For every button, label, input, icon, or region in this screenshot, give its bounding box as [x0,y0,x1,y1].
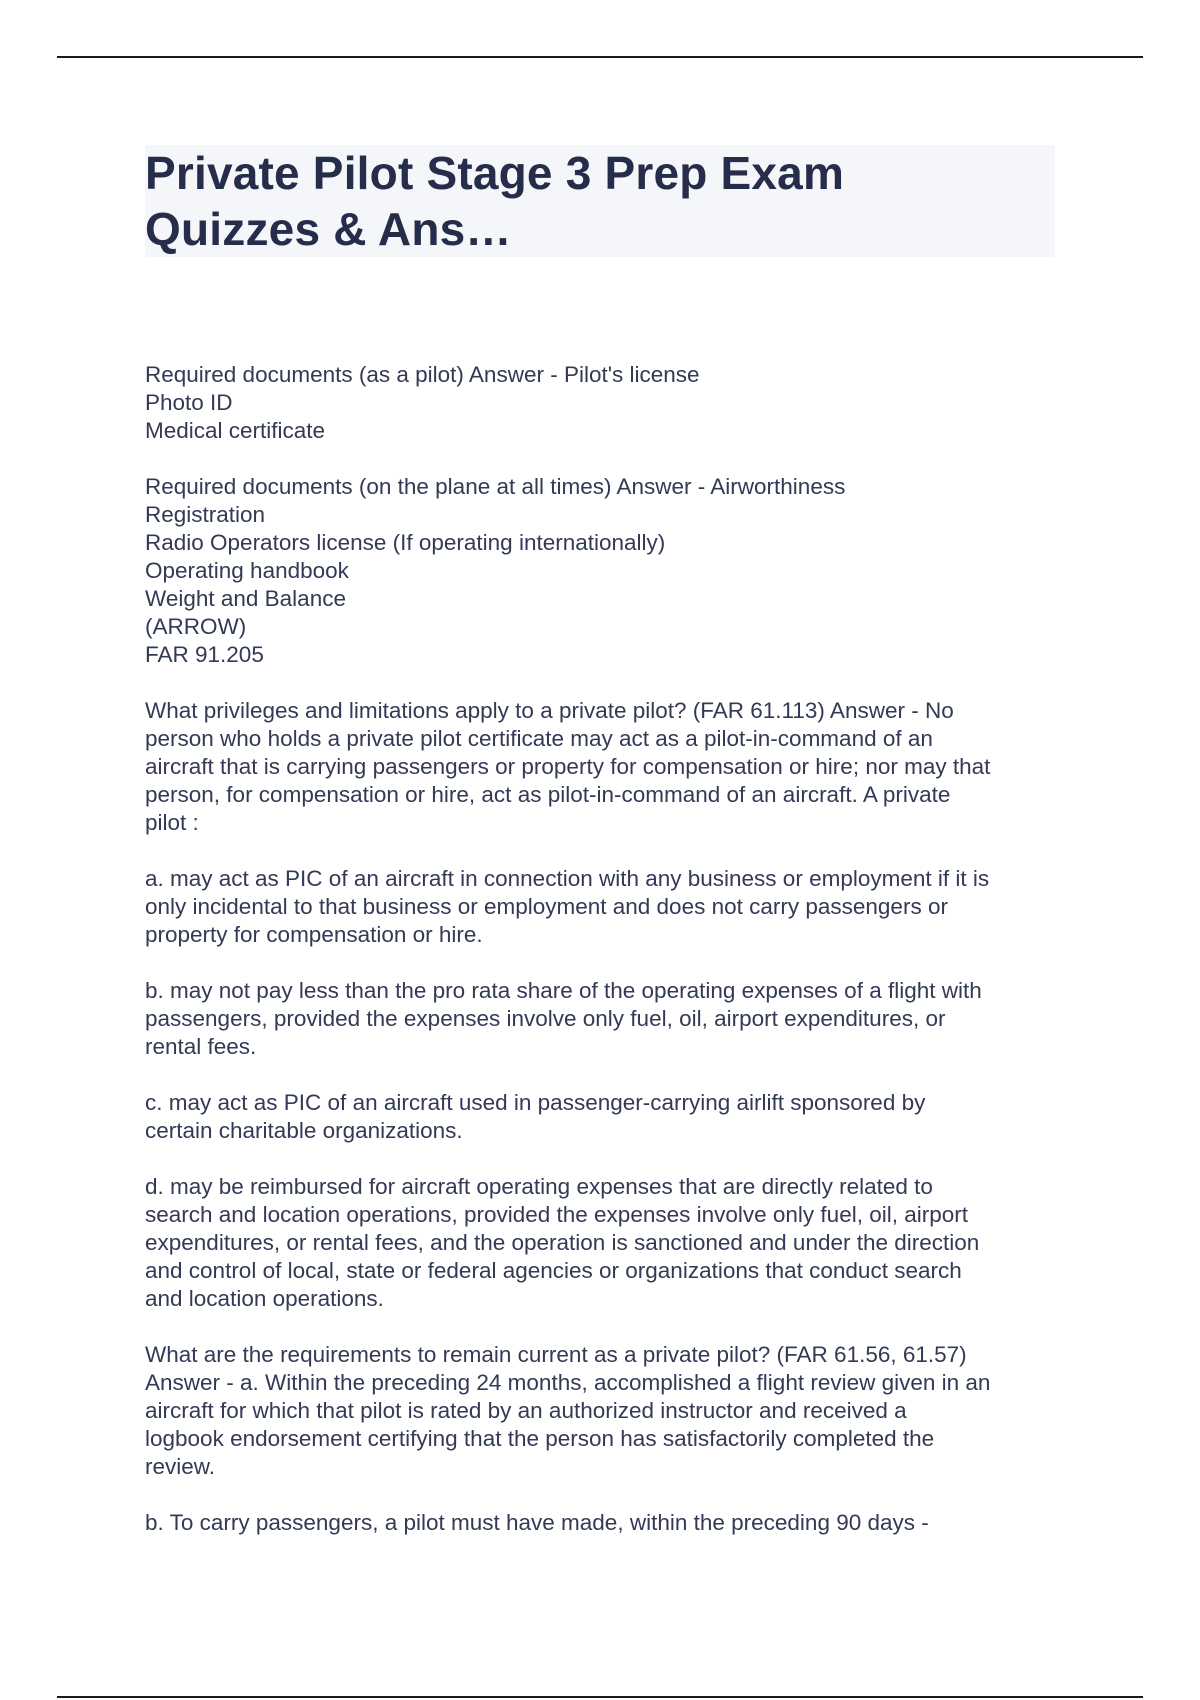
text-line: and control of local, state or federal agencies or organizations that conduct search [145,1258,962,1283]
text-line: Photo ID [145,390,233,415]
text-line: Required documents (as a pilot) Answer - Pilot's license [145,362,700,387]
item-c [145,1089,1055,1145]
text-line: What are the requirements to remain current as a private pilot? (FAR 61.56, 61.57) [145,1342,967,1367]
text-line: c. may act as PIC of an aircraft used in passenger-carrying airlift sponsored by [145,1090,926,1115]
page-title [145,145,1055,257]
text-line: passengers, provided the expenses involve only fuel, oil, airport expenditures, or [145,1006,946,1031]
text-line: Radio Operators license (If operating internationally) [145,530,666,555]
text-line: property for compensation or hire. [145,922,483,947]
text-line: expenditures, or rental fees, and the operation is sanctioned and under the direction [145,1230,980,1255]
item-a [145,865,1055,949]
text-line: Required documents (on the plane at all times) Answer - Airworthiness [145,474,846,499]
qa-plane-documents [145,473,1055,669]
top-rule [57,56,1143,58]
text-line: aircraft that is carrying passengers or property for compensation or hire; nor may that [145,754,991,779]
text-line: logbook endorsement certifying that the person has satisfactorily completed the [145,1426,935,1451]
text-line: pilot : [145,810,199,835]
qa-currency [145,1341,1055,1481]
text-line: only incidental to that business or employment and does not carry passengers or [145,894,948,919]
text-line: Operating handbook [145,558,349,583]
text-line: review. [145,1454,216,1479]
text-line: search and location operations, provided the expenses involve only fuel, oil, airport [145,1202,968,1227]
text-line: (ARROW) [145,614,247,639]
text-line: b. may not pay less than the pro rata share of the operating expenses of a flight with [145,978,982,1003]
text-line: rental fees. [145,1034,257,1059]
text-line: Registration [145,502,266,527]
text-line: a. may act as PIC of an aircraft in connection with any business or employment if it is [145,866,990,891]
title-line: Quizzes & Ans… [145,203,512,255]
qa-pilot-documents [145,361,1055,445]
bottom-rule [57,1696,1143,1698]
title-box [145,145,1055,257]
item-d [145,1173,1055,1313]
text-line: b. To carry passengers, a pilot must have made, within the preceding 90 days - [145,1510,929,1535]
text-line: Answer - a. Within the preceding 24 months, accomplished a flight review given in an [145,1370,991,1395]
text-line: and location operations. [145,1286,384,1311]
text-line: d. may be reimbursed for aircraft operating expenses that are directly related to [145,1174,933,1199]
text-line: FAR 91.205 [145,642,264,667]
item-currency-b [145,1509,1055,1537]
item-b [145,977,1055,1061]
text-line: Medical certificate [145,418,326,443]
qa-privileges [145,697,1055,837]
text-line: What privileges and limitations apply to a private pilot? (FAR 61.113) Answer - No [145,698,954,723]
text-line: aircraft for which that pilot is rated by an authorized instructor and received a [145,1398,907,1423]
title-line: Private Pilot Stage 3 Prep Exam [145,147,845,199]
text-line: person, for compensation or hire, act as pilot-in-command of an aircraft. A private [145,782,951,807]
text-line: certain charitable organizations. [145,1118,463,1143]
text-line: person who holds a private pilot certificate may act as a pilot-in-command of an [145,726,933,751]
document-body [145,145,1055,1565]
text-line: Weight and Balance [145,586,346,611]
